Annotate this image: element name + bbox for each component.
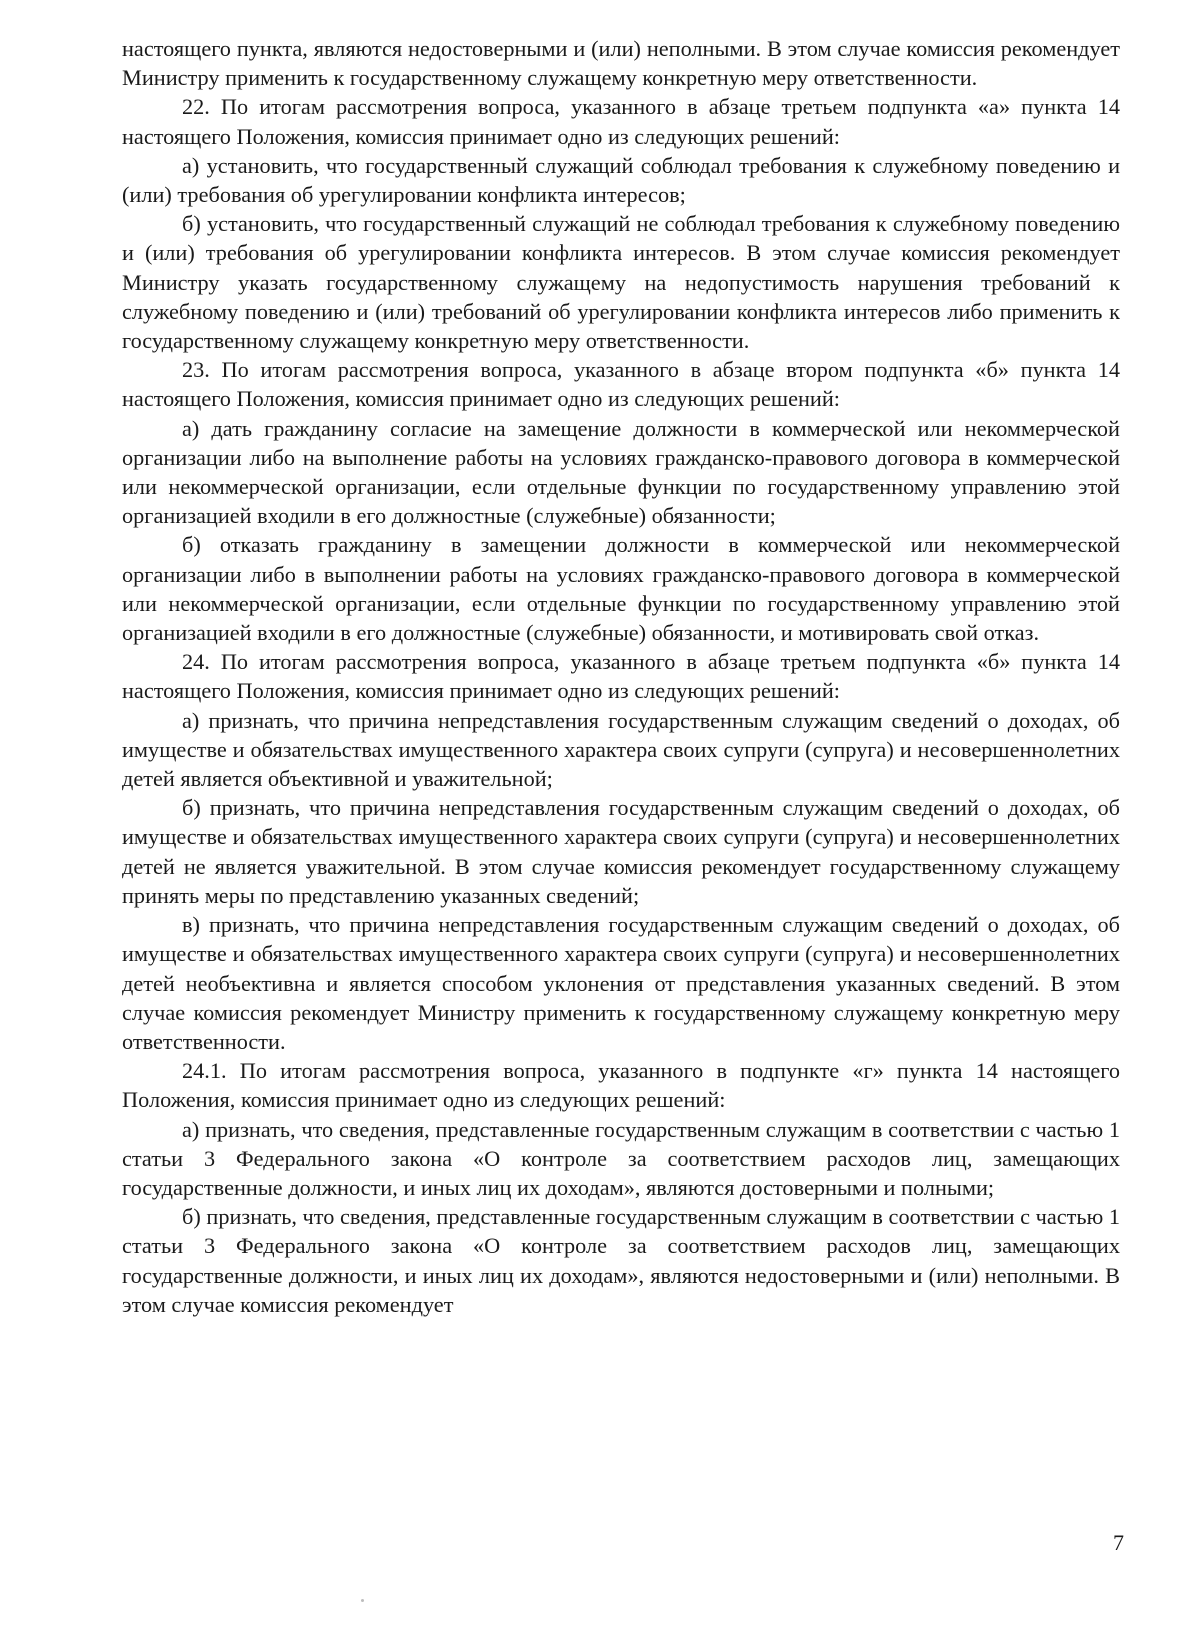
page-number: 7 bbox=[1113, 1530, 1124, 1555]
paragraph-24-1: 24.1. По итогам рассмотрения вопроса, указанного в подпункте «г» пункта 14 настоящего Положения, комиссия принимает одно из следующих решений: bbox=[122, 1058, 1120, 1113]
paragraph-continuation: настоящего пункта, являются недостоверными и (или) неполными. В этом случае комиссия рекомендует Министру применить к государственному служащему конкретную меру ответственности. bbox=[122, 36, 1120, 91]
paragraph-24-v: в) признать, что причина непредставления государственным служащим сведений о доходах, об имуществе и обязательствах имущественного характера своих супруги (супруга) и несовершеннолетних детей необъективна и является способом уклонения от представления указанных сведений. В этом случае комиссия рекомендует Министру применить к государственному служащему конкретную меру ответственности. bbox=[122, 912, 1120, 1054]
paragraph-22: 22. По итогам рассмотрения вопроса, указанного в абзаце третьем подпункта «а» пункта 14 настоящего Положения, комиссия принимает одно из следующих решений: bbox=[122, 94, 1120, 149]
paragraph-23-b: б) отказать гражданину в замещении должности в коммерческой или некоммерческой организации либо в выполнении работы на условиях гражданско-правового договора в коммерческой или некоммерческой организации, если отдельные функции по государственному управлению этой организацией входили в его должностные (служебные) обязанности, и мотивировать свой отказ. bbox=[122, 532, 1120, 646]
document-body bbox=[122, 34, 1120, 1319]
paragraph-24-1-b: б) признать, что сведения, представленные государственным служащим в соответствии с частью 1 статьи 3 Федерального закона «О контроле за соответствием расходов лиц, замещающих государственные должности, и иных лиц их доходам», являются недостоверными и (или) неполными. В этом случае комиссия рекомендует bbox=[122, 1204, 1120, 1317]
paragraph-24-1-a: а) признать, что сведения, представленные государственным служащим в соответствии с частью 1 статьи 3 Федерального закона «О контроле за соответствием расходов лиц, замещающих государственные должности, и иных лиц их доходам», являются достоверными и полными; bbox=[122, 1116, 1120, 1200]
paragraph-22-b: б) установить, что государственный служащий не соблюдал требования к служебному поведению и (или) требования об урегулировании конфликта интересов. В этом случае комиссия рекомендует Министру указать государственному служащему на недопустимость нарушения требований к служебному поведению и (или) требований об урегулировании конфликта интересов либо применить к государственному служащему конкретную меру ответственности. bbox=[122, 211, 1120, 354]
paragraph-22-a: а) установить, что государственный служащий соблюдал требования к служебному поведению и (или) требования об урегулировании конфликта интересов; bbox=[122, 152, 1120, 208]
paragraph-24: 24. По итогам рассмотрения вопроса, указанного в абзаце третьем подпункта «б» пункта 14 настоящего Положения, комиссия принимает одно из следующих решений: bbox=[122, 649, 1120, 704]
paragraph-23-a: а) дать гражданину согласие на замещение должности в коммерческой или некоммерческой организации либо на выполнение работы на условиях гражданско-правового договора в коммерческой или некоммерческой организации, если отдельные функции по государственному управлению этой организацией входили в его должностные (служебные) обязанности; bbox=[122, 415, 1120, 529]
scan-speck bbox=[361, 1599, 364, 1602]
paragraph-23: 23. По итогам рассмотрения вопроса, указанного в абзаце втором подпункта «б» пункта 14 настоящего Положения, комиссия принимает одно из следующих решений: bbox=[122, 357, 1120, 412]
paragraph-24-a: а) признать, что причина непредставления государственным служащим сведений о доходах, об имуществе и обязательствах имущественного характера своих супруги (супруга) и несовершеннолетних детей является объективной и уважительной; bbox=[122, 707, 1120, 792]
paragraph-24-b: б) признать, что причина непредставления государственным служащим сведений о доходах, об имуществе и обязательствах имущественного характера своих супруги (супруга) и несовершеннолетних детей не является уважительной. В этом случае комиссия рекомендует государственному служащему принять меры по представлению указанных сведений; bbox=[122, 795, 1120, 908]
